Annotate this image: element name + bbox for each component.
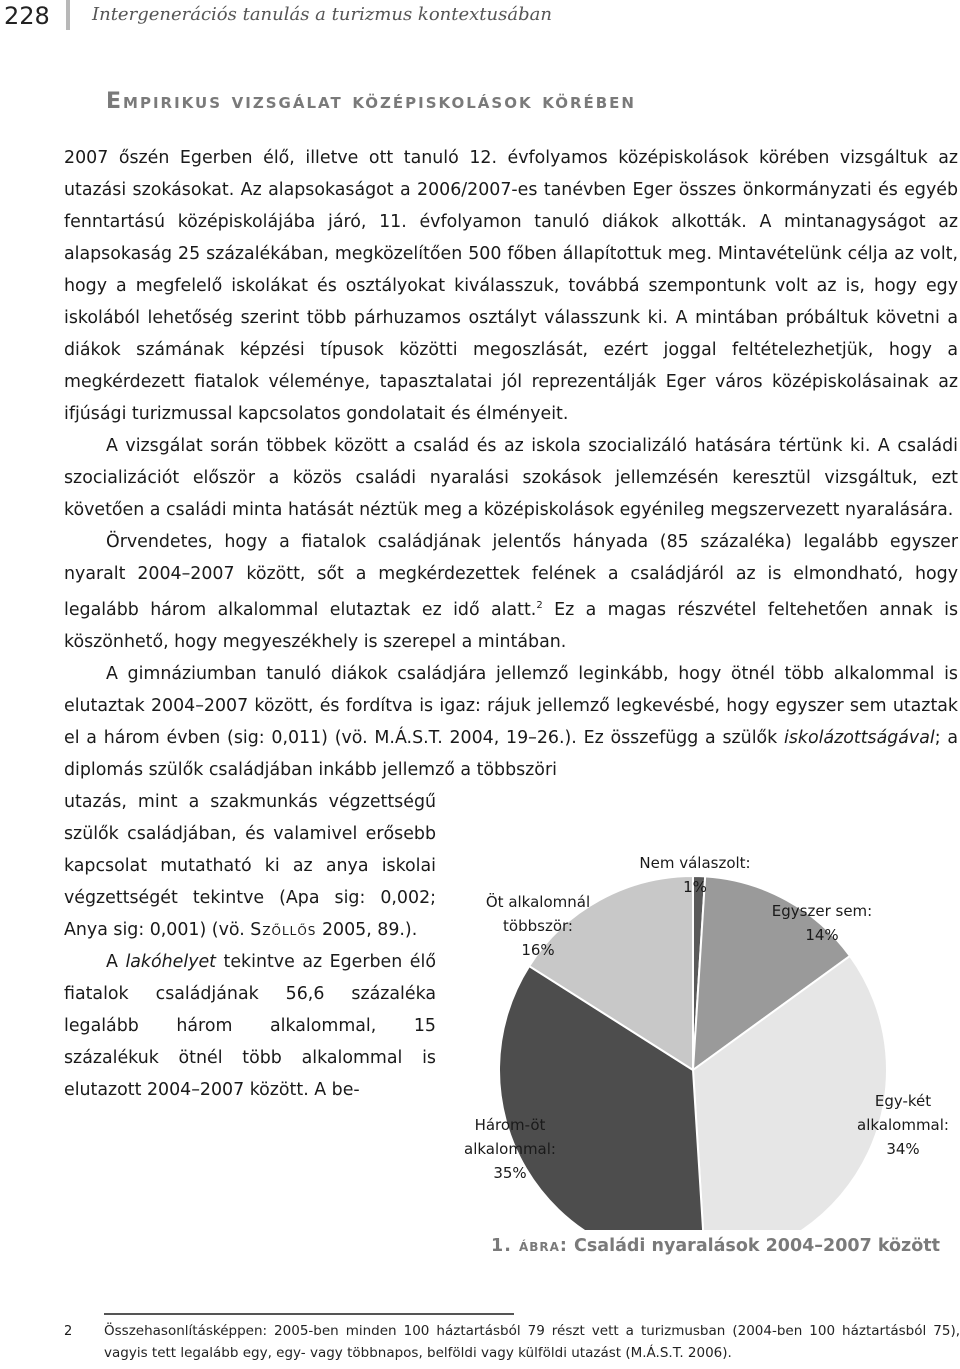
paragraph-3-text: Örvendetes, hogy a fiatalok családjának jelentős hányada (85 százaléka) legalább egyszer nyaralt 2004–2007 között, sőt a megkérdezettek felének a családjáról az is elmondható, hogy legalább három alkalommal elutaztak ez idő alatt. [64,532,958,620]
caption-text: Családi nyaralások 2004–2007 között [574,1236,940,1256]
paragraph-4-tail-a: ; a diplomás szülők családjában inkább jellemző a többszöri [64,727,959,780]
figure-caption [460,1236,940,1256]
pie-value-label: 1% [683,878,707,896]
paragraph-1: 2007 őszén Egerben élő, illetve ott tanuló 12. évfolyamos középiskolások körében vizsgáltuk az utazási szokásokat. Az alapsokaságot a 2006/2007-es tanévben Eger összes önkormányzati és egyéb fenntartású középiskolájába járó, 11. évfolyamon tanuló diákok alkották. A mintanagyságot az alapsokaság 25 százalékában, megközelítően 500 főben állapítottuk meg. Mintavételünk célja az volt, hogy a megfelelő iskolákat és osztályokat kiválasszuk, továbbá szempontunk volt az is, hogy egy iskolából lehetőség szerint több párhuzamos osztályt válasszunk ki. A mintában próbáltuk követni a diákok számának képzési típusok közötti megoszlását, ezért joggal feltételezhetjük, hogy a megkérdezett fiatalok véleménye, tapasztalatai jól reprezentálják Eger város középiskolásainak az ifjúsági turizmussal kapcsolatos gondolatait és élményeit. [64,148,958,424]
footnote-ref[interactable]: 2 [536,600,543,611]
pie-category-label: Nem válaszolt: [639,854,751,872]
pie-category-label: Egyszer sem: [771,902,873,920]
pie-value-label: 35% [493,1164,527,1182]
footnote-number: 2 [64,1324,73,1339]
paragraph-4-text: A gimnáziumban tanuló diákok családjára jellemző leginkább, hogy ötnél több alkalommal is elutaztak 2004–2007 között, és fordítva is igaz: rájuk jellemző legkevésbé, hogy egyszer sem utaztak el a három évben (sig: 0,011) (vö. M.Á.S.T. 2004, 19–26.). Ez összefügg a szülők [64,663,958,748]
pie-value-label: 34% [886,1140,920,1158]
paragraph-5 [64,946,436,1106]
pie-category-label: alkalommal: [857,1116,949,1134]
running-title: Intergenerációs tanulás a turizmus kontextusában [92,4,552,25]
pie-value-label: 16% [521,941,555,959]
pie-category-label: Öt alkalomnál [485,893,591,911]
pie-category-label: Három-öt [474,1116,546,1134]
body-text-lower [64,786,436,1106]
emph-lakohely: lakóhelyet [125,952,216,972]
page-header [0,0,960,40]
citation-year: 2005, 89.). [316,920,418,940]
caption-prefix: 1. ábra: [491,1236,568,1256]
pie-value-label: 14% [805,926,839,944]
pie-category-label: Egy-két [874,1092,932,1110]
paragraph-4-continued [64,786,436,946]
citation-author: Szőllős [250,920,317,940]
paragraph-5-text: tekintve az Egerben élő fiatalok családjának 56,6 százaléka legalább három alkalommal, 15 százalékuk ötnél több alkalommal is elutazott 2004–2007 között. A be- [64,952,436,1100]
pie-category-label: többször: [503,917,573,935]
page-number: 228 [4,2,50,30]
paragraph-3-tail: Ez a magas részvétel feltehetően annak is köszönhető, hogy megyeszékhely is szerepel a mintában. [64,599,959,652]
paragraph-4 [64,658,958,786]
paragraph-3 [64,526,958,658]
section-title: Empirikus vizsgálat középiskolások körében [106,89,636,114]
header-divider [66,0,70,30]
paragraph-5-lead: A [106,952,126,972]
footnote-text: Összehasonlításképpen: 2005-ben minden 100 háztartásból 79 részt vett a turizmusban (2004-ben 100 háztartásból 75), vagyis tett legalább egy, egy- vagy többnapos, belföldi vagy külföldi utazást (M.Á.S.T. 2006). [104,1323,960,1361]
pie-chart [440,830,960,1230]
pie-category-label: alkalommal: [464,1140,556,1158]
body-text [64,142,958,786]
paragraph-2: A vizsgálat során többek között a család és az iskola szocializáló hatására tértünk ki. A családi szocializációt először a közös családi nyaralási szokások jellemzésén keresztül vizsgáltuk, ezt követően a családi minta hatását néztük meg a középiskolások egyénileg megszervezett nyaralására. [64,436,958,520]
emph-iskolazottsag: iskolázottságával [784,727,935,748]
paragraph-4-tail-b: utazás, mint a szakmunkás végzettségű szülők családjában, és valamivel erősebb kapcsolat mutatható ki az anya iskolai végzettségét tekintve (Apa sig: 0,002; Anya sig: 0,001) (vö. [64,792,436,940]
footnote-rule [104,1313,514,1315]
